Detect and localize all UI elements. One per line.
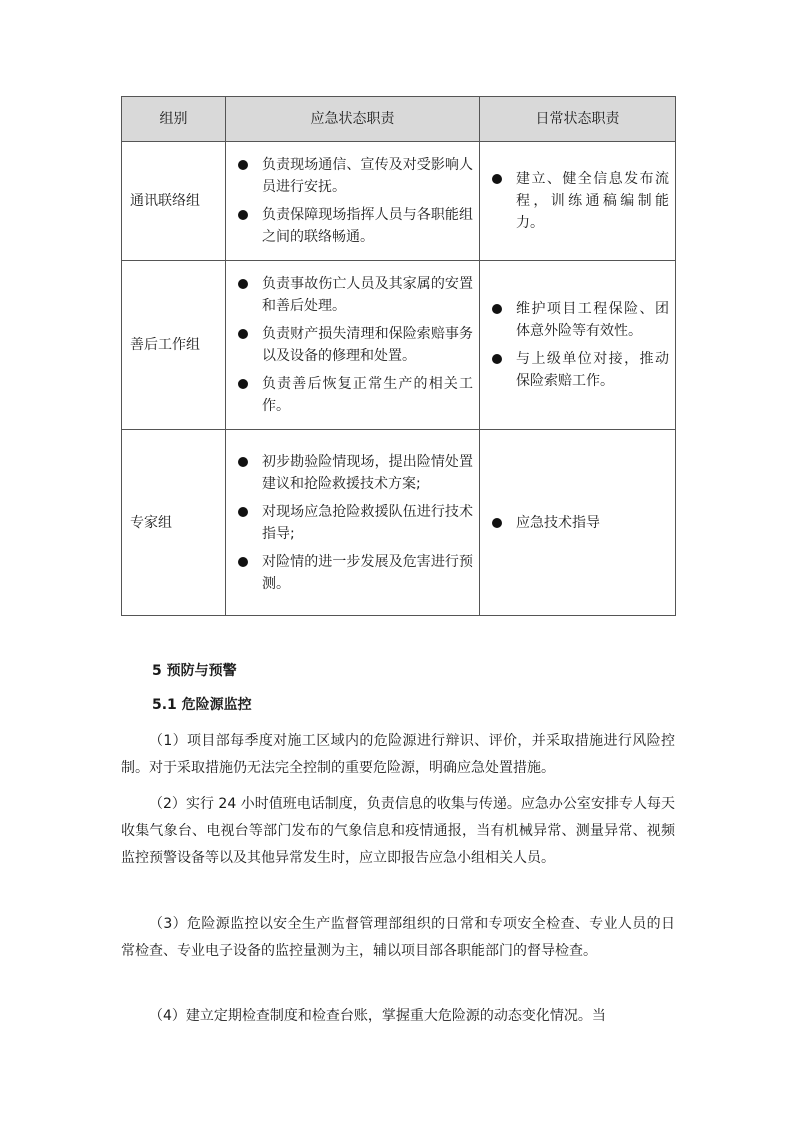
table-row — [122, 430, 676, 616]
table-row — [122, 261, 676, 430]
bullet-icon — [238, 279, 248, 289]
bullet-icon — [238, 329, 248, 339]
emergency-cell — [226, 142, 480, 261]
section-heading: 5 预防与预警 — [152, 663, 237, 679]
group-cell: 善后工作组 — [122, 261, 226, 430]
bullet-icon — [238, 557, 248, 567]
header-group: 组别 — [122, 97, 226, 142]
list-item: 初步勘验险情现场，提出险情处置建议和抢险救援技术方案; — [234, 451, 473, 495]
bullet-icon — [238, 457, 248, 467]
header-daily: 日常状态职责 — [480, 97, 676, 142]
emergency-cell — [226, 261, 480, 430]
list-item: 建立、健全信息发布流程，训练通稿编制能力。 — [488, 168, 669, 234]
bullet-icon — [492, 354, 502, 364]
list-item: 负责保障现场指挥人员与各职能组之间的联络畅通。 — [234, 204, 473, 248]
paragraph-2: （2）实行 24 小时值班电话制度，负责信息的收集与传递。应急办公室安排专人每天收集气象台、电视台等部门发布的气象信息和疫情通报，当有机械异常、测量异常、视频监控预警设备等以及其他异常发生时，应立即报告应急小组相关人员。 — [121, 796, 675, 866]
paragraph-1: （1）项目部每季度对施工区域内的危险源进行辩识、评价，并采取措施进行风险控制。对于采取措施仍无法完全控制的重要危险源，明确应急处置措施。 — [121, 733, 675, 776]
list-item: 负责现场通信、宣传及对受影响人员进行安抚。 — [234, 154, 473, 198]
subsection-heading: 5.1 危险源监控 — [152, 697, 252, 713]
bullet-icon — [492, 174, 502, 184]
list-item: 对现场应急抢险救援队伍进行技术指导; — [234, 501, 473, 545]
group-cell: 通讯联络组 — [122, 142, 226, 261]
bullet-icon — [492, 304, 502, 314]
paragraph-3: （3）危险源监控以安全生产监督管理部组织的日常和专项安全检查、专业人员的日常检查、专业电子设备的监控量测为主，辅以项目部各职能部门的督导检查。 — [121, 916, 675, 959]
bullet-icon — [238, 507, 248, 517]
daily-cell — [480, 430, 676, 616]
table-row — [122, 142, 676, 261]
list-item: 负责善后恢复正常生产的相关工作。 — [234, 373, 473, 417]
bullet-icon — [238, 160, 248, 170]
header-emergency: 应急状态职责 — [226, 97, 480, 142]
daily-cell — [480, 142, 676, 261]
bullet-icon — [238, 379, 248, 389]
emergency-cell — [226, 430, 480, 616]
group-cell: 专家组 — [122, 430, 226, 616]
bullet-icon — [238, 210, 248, 220]
bullet-icon — [492, 518, 502, 528]
paragraph-4: （4）建立定期检查制度和检查台账，掌握重大危险源的动态变化情况。当 — [149, 1008, 606, 1024]
list-item: 维护项目工程保险、团体意外险等有效性。 — [488, 298, 669, 342]
list-item: 应急技术指导 — [488, 512, 669, 534]
list-item: 负责财产损失清理和保险索赔事务以及设备的修理和处置。 — [234, 323, 473, 367]
list-item: 负责事故伤亡人员及其家属的安置和善后处理。 — [234, 273, 473, 317]
table-header-row — [122, 97, 676, 142]
list-item: 对险情的进一步发展及危害进行预测。 — [234, 551, 473, 595]
daily-cell — [480, 261, 676, 430]
list-item: 与上级单位对接，推动保险索赔工作。 — [488, 348, 669, 392]
responsibility-table — [121, 96, 676, 616]
